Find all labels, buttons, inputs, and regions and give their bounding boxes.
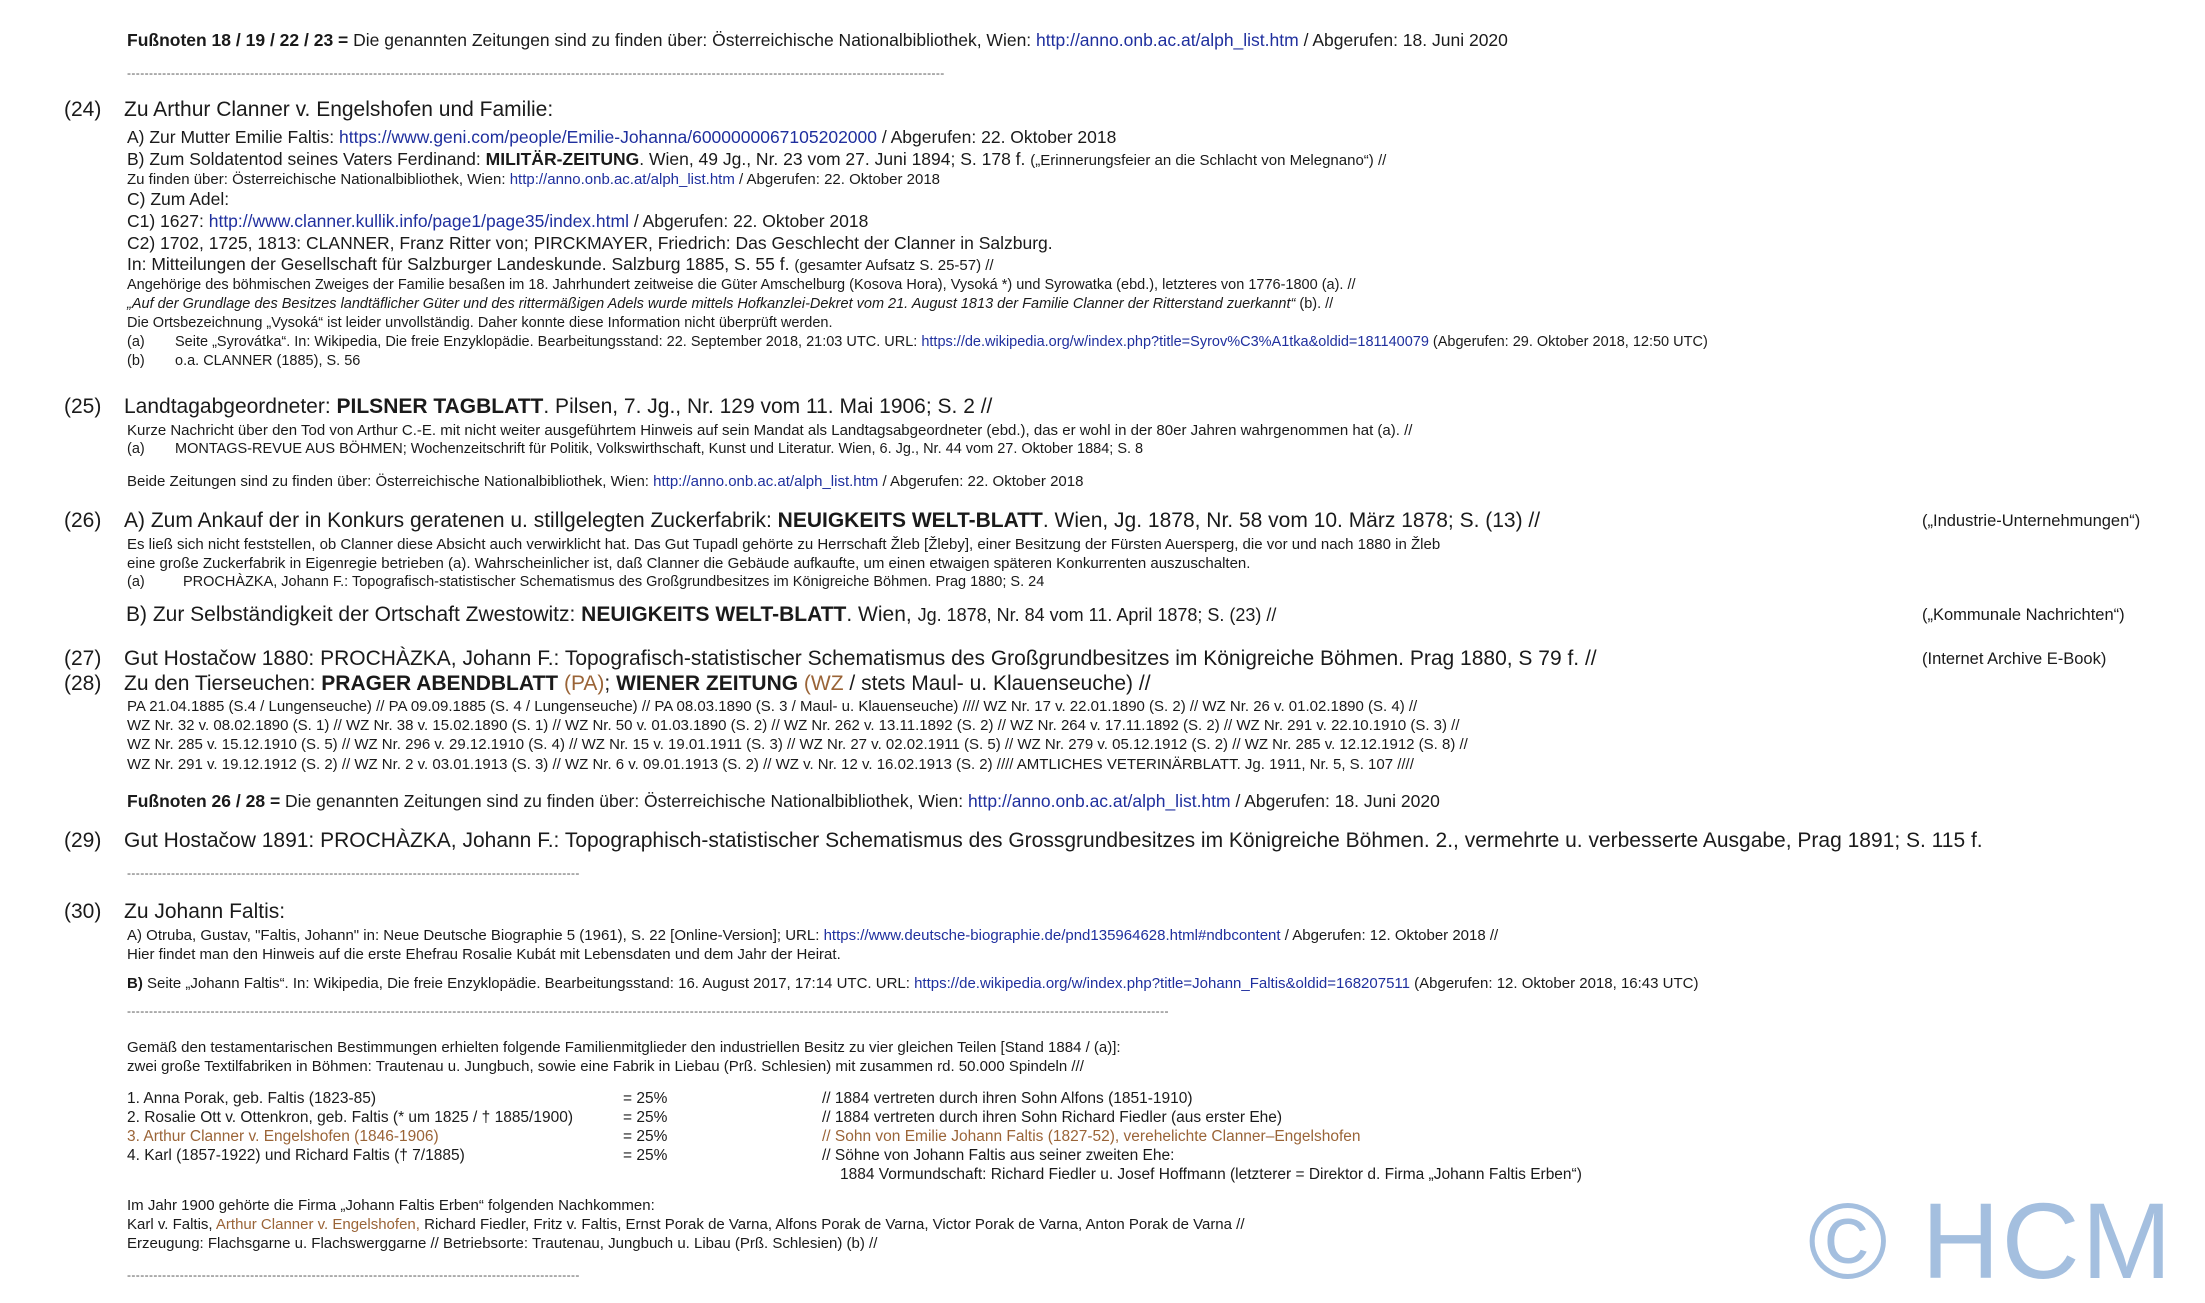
testament-intro: [127, 1038, 1121, 1076]
divider: ---------------------------------------------------------------------------------------------------------------------------------------------------------------------------------------------------------------------------------------------: [127, 1004, 1169, 1018]
heir-name: 2. Rosalie Ott v. Ottenkron, geb. Faltis (* um 1825 / † 1885/1900): [127, 1109, 574, 1126]
note-26-p1: Es ließ sich nicht feststellen, ob Clanner diese Absicht auch verwirklicht hat. Das Gut Tupadl gehörte zu Herrschaft Žleb [Žleby], einer Besitzung der Fürsten Auersperg, die vor und nach 1880 in Žleb: [127, 536, 1441, 553]
wikipedia-link[interactable]: https://de.wikipedia.org/w/index.php?title=Johann_Faltis&oldid=168207511: [914, 975, 1410, 992]
note-28-heading: Zu den Tierseuchen: PRAGER ABENDBLATT (PA); WIENER ZEITUNG (WZ / stets Maul- u. Klauenseuche) //: [124, 672, 1151, 695]
note-27-text: Gut Hostačow 1880: PROCHÀZKA, Johann F.: Topografisch-statistischer Schematismus des Großgrundbesitzes im Königreiche Böhmen. Prag 1880, S 79 f. //: [124, 647, 1597, 670]
heir-note: // 1884 vertreten durch ihren Sohn Alfons (1851-1910): [822, 1090, 1193, 1107]
neuigkeits-welt-blatt-title: NEUIGKEITS WELT-BLATT: [581, 603, 847, 626]
note-26-b-section: („Kommunale Nachrichten“): [1922, 606, 2125, 624]
note-30-body: [127, 926, 1498, 964]
deutsche-biographie-link[interactable]: https://www.deutsche-biographie.de/pnd135964628.html#ndbcontent: [823, 927, 1281, 944]
heir-share: = 25%: [623, 1109, 668, 1126]
anno-link[interactable]: http://anno.onb.ac.at/alph_list.htm: [1036, 30, 1299, 50]
note-24-c1: C1) 1627: http://www.clanner.kullik.info/page1/page35/index.html / Abgerufen: 22. Oktober 2018: [127, 210, 869, 231]
geni-link[interactable]: https://www.geni.com/people/Emilie-Johanna/6000000067105202000: [338, 127, 878, 147]
note-24-c2: C2) 1702, 1725, 1813: CLANNER, Franz Ritter von; PIRCKMAYER, Friedrich: Das Geschlecht der Clanner in Salzburg.: [127, 232, 1053, 253]
anno-link[interactable]: http://anno.onb.ac.at/alph_list.htm: [967, 791, 1231, 811]
copyright-watermark: © HCM: [1808, 1180, 2174, 1301]
footnote-18-text: Die genannten Zeitungen sind zu finden über: Österreichische Nationalbibliothek, Wien:: [353, 30, 1037, 50]
wikipedia-link[interactable]: https://de.wikipedia.org/w/index.php?title=Syrov%C3%A1tka&oldid=181140079: [921, 333, 1429, 350]
heirs-1900-intro: Im Jahr 1900 gehörte die Firma „Johann Faltis Erben“ folgenden Nachkommen:: [127, 1197, 655, 1214]
wiener-zeitung-title: WIENER ZEITUNG: [616, 672, 799, 695]
note-24-ref-a: (a) Seite „Syrovátka“. In: Wikipedia, Die freie Enzyklopädie. Bearbeitungsstand: 22. September 2018, 21:03 UTC. URL: https://de.wikipedia.org/w/index.php?title=Syrov%C3%A1tka&oldid=181140079 (Abgerufen: 29. Oktober 2018, 12:50 UTC): [127, 333, 1708, 350]
note-26-body: [127, 535, 1440, 592]
note-26-b-heading: B) Zur Selbständigkeit der Ortschaft Zwestowitz: NEUIGKEITS WELT-BLATT. Wien, Jg. 1878, Nr. 84 vom 11. April 1878; S. (23) //: [126, 603, 1277, 626]
footnote-18-line: [127, 30, 1508, 52]
note-30-a-note: Hier findet man den Hinweis auf die erste Ehefrau Rosalie Kubát mit Lebensdaten und dem Jahr der Heirat.: [127, 946, 841, 964]
neuigkeits-welt-blatt-title: NEUIGKEITS WELT-BLATT: [777, 509, 1043, 532]
heir-note: // 1884 vertreten durch ihren Sohn Richard Fiedler (aus erster Ehe): [822, 1109, 1283, 1126]
heir-note: // Söhne von Johann Faltis aus seiner zweiten Ehe:: [822, 1147, 1175, 1164]
note-24-p2: „Auf der Grundlage des Besitzes landtäflicher Güter und des rittermäßigen Adels wurde mittels Hofkanzlei-Dekret vom 21. August 1813 der Familie Clanner der Ritterstand zuerkannt“ (b). //: [127, 295, 1334, 312]
note-30-b: B) Seite „Johann Faltis“. In: Wikipedia, Die freie Enzyklopädie. Bearbeitungsstand: 16. August 2017, 17:14 UTC. URL: https://de.wikipedia.org/w/index.php?title=Johann_Faltis&oldid=168207511 (Abgerufen: 12. Oktober 2018, 16:43 UTC): [127, 975, 1699, 992]
note-24-c: C) Zum Adel:: [127, 189, 230, 210]
note-29-text: Gut Hostačow 1891: PROCHÀZKA, Johann F.: Topographisch-statistischer Schematismus des Grossgrundbesitzes im Königreiche Böhmen. 2., vermehrte u. verbesserte Ausgabe, Prag 1891; S. 115 f.: [124, 829, 1983, 852]
note-28-line-3: WZ Nr. 285 v. 15.12.1910 (S. 5) // WZ Nr. 296 v. 29.12.1910 (S. 4) // WZ Nr. 15 v. 19.01.1911 (S. 3) // WZ Nr. 27 v. 02.02.1911 (S. 5) // WZ Nr. 279 v. 05.12.1912 (S. 2) // WZ Nr. 285 v. 12.12.1912 (S. 8) //: [127, 736, 1468, 754]
heir-name: 4. Karl (1857-1922) und Richard Faltis († 7/1885): [127, 1147, 465, 1164]
divider: -------------------------------------------------------------------------------------------------------: [127, 1268, 580, 1282]
note-24-p3: Die Ortsbezeichnung „Vysoká“ ist leider unvollständig. Daher konnte diese Information nicht überprüft werden.: [127, 314, 833, 331]
note-30-a: A) Otruba, Gustav, "Faltis, Johann" in: Neue Deutsche Biographie 5 (1961), S. 22 [Online-Version]; URL: https://www.deutsche-biographie.de/pnd135964628.html#ndbcontent / Abgerufen: 12. Oktober 2018 //: [127, 927, 1499, 944]
heir-guardian-note: 1884 Vormundschaft: Richard Fiedler u. Josef Hoffmann (letzterer = Direktor d. Firma „Johann Faltis Erben“): [840, 1166, 1582, 1183]
clanner-link[interactable]: http://www.clanner.kullik.info/page1/page35/index.html: [208, 210, 629, 231]
note-24-b: B) Zum Soldatentod seines Vaters Ferdinand: MILITÄR-ZEITUNG. Wien, 49 Jg., Nr. 23 vom 27. Juni 1894; S. 178 f. („Erinnerungsfeier an die Schlacht von Melegnano“) //: [127, 148, 1387, 169]
footnote-18-label: Fußnoten 18 / 19 / 22 / 23 =: [127, 30, 354, 50]
note-24-ref-b: (b) o.a. CLANNER (1885), S. 56: [127, 352, 361, 369]
footnote-26-line: Fußnoten 26 / 28 = Die genannten Zeitungen sind zu finden über: Österreichische Nationalbibliothek, Wien: http://anno.onb.ac.at/alph_list.htm / Abgerufen: 18. Juni 2020: [127, 791, 1440, 811]
note-24-p1: Angehörige des böhmischen Zweiges der Familie besaßen im 18. Jahrhundert zeitweise die Güter Amschelburg (Kosova Hora), Vysoká *) und Syrowatka (ebd.), letzteres von 1776-1800 (a). //: [127, 276, 1356, 293]
note-number-29: (29): [64, 829, 102, 852]
note-number-26: (26): [64, 509, 102, 532]
note-28-line-4: WZ Nr. 291 v. 19.12.1912 (S. 2) // WZ Nr. 2 v. 03.01.1913 (S. 3) // WZ Nr. 6 v. 09.01.1913 (S. 2) // WZ v. Nr. 12 v. 16.02.1913 (S. 2) //// AMTLICHES VETERINÄRBLATT. Jg. 1911, Nr. 5, S. 107 ////: [127, 755, 1414, 773]
footnote-26-label: Fußnoten 26 / 28 =: [127, 791, 286, 811]
note-25-heading: Landtagabgeordneter: PILSNER TAGBLATT. Pilsen, 7. Jg., Nr. 129 vom 11. Mai 1906; S. 2 //: [124, 395, 993, 418]
note-26-a-section: („Industrie-Unternehmungen“): [1922, 512, 2141, 530]
note-number-27: (27): [64, 647, 102, 670]
heirs-1900: [127, 1196, 1245, 1254]
heirs-1900-production: Erzeugung: Flachsgarne u. Flachswerggarne // Betriebsorte: Trautenau, Jungbuch u. Libau (Prß. Schlesien) (b) //: [127, 1235, 878, 1253]
pilsner-tagblatt-title: PILSNER TAGBLATT: [336, 395, 544, 418]
note-number-30: (30): [64, 900, 102, 923]
note-number-28: (28): [64, 672, 102, 695]
testament-intro-1: Gemäß den testamentarischen Bestimmungen erhielten folgende Familienmitglieder den industriellen Besitz zu vier gleichen Teilen [Stand 1884 / (a)]:: [127, 1039, 1121, 1056]
divider: -------------------------------------------------------------------------------------------------------: [127, 866, 580, 880]
note-27-source: (Internet Archive E-Book): [1922, 650, 2107, 668]
note-25-p1: Kurze Nachricht über den Tod von Arthur C.-E. mit nicht weiter ausgeführtem Hinweis auf sein Mandat als Landtagsabgeordneter (ebd.), das er wohl in der 80er Jahren wahrgenommen hat (a). //: [127, 422, 1413, 439]
testament-intro-2: zwei große Textilfabriken in Böhmen: Trautenau u. Jungbuch, sowie eine Fabrik in Liebau (Prß. Schlesien) mit zusammen rd. 50.000 Spindeln ///: [127, 1058, 1084, 1076]
note-24-body: [127, 127, 1708, 371]
note-30-heading: Zu Johann Faltis:: [124, 900, 286, 923]
note-number-25: (25): [64, 395, 102, 418]
anno-link[interactable]: http://anno.onb.ac.at/alph_list.htm: [653, 473, 879, 490]
note-26-p2: eine große Zuckerfabrik in Eigenregie betrieben (a). Wahrscheinlicher ist, daß Clanner die Gebäude aufkaufte, um einen etwaigen späteren Konkurrenten auszuschalten.: [127, 555, 1251, 573]
prager-abendblatt-title: PRAGER ABENDBLATT: [321, 672, 559, 695]
heir-share: = 25%: [623, 1128, 668, 1145]
note-25-body: [127, 421, 1412, 459]
anno-link[interactable]: http://anno.onb.ac.at/alph_list.htm: [509, 171, 735, 189]
note-26-ref-a: (a) PROCHÀZKA, Johann F.: Topografisch-statistischer Schematismus des Großgrundbesitzes im Königreiche Böhmen. Prag 1880; S. 24: [127, 574, 1045, 591]
note-24-heading: Zu Arthur Clanner v. Engelshofen und Familie:: [124, 98, 554, 121]
note-26-a-heading: A) Zum Ankauf der in Konkurs geratenen u. stillgelegten Zuckerfabrik: NEUIGKEITS WELT-BLATT. Wien, Jg. 1878, Nr. 58 vom 10. März 1878; S. (13) //: [124, 509, 1541, 532]
heir-share: = 25%: [623, 1147, 668, 1164]
divider: ------------------------------------------------------------------------------------------------------------------------------------------------------------------------------------------: [127, 66, 945, 80]
heirs-1900-names: Karl v. Faltis, Arthur Clanner v. Engelshofen, Richard Fiedler, Fritz v. Faltis, Ernst Porak de Varna, Alfons Porak de Varna, Victor Porak de Varna, Anton Porak de Varna //: [127, 1216, 1245, 1234]
note-28-body: [127, 697, 1468, 774]
heir-name: 3. Arthur Clanner v. Engelshofen (1846-1906): [127, 1128, 439, 1145]
footnote-18-tail: / Abgerufen: 18. Juni 2020: [1298, 30, 1508, 50]
note-25-both: Beide Zeitungen sind zu finden über: Österreichische Nationalbibliothek, Wien: http://anno.onb.ac.at/alph_list.htm / Abgerufen: 22. Oktober 2018: [127, 473, 1084, 490]
heir-name: 1. Anna Porak, geb. Faltis (1823-85): [127, 1090, 377, 1107]
note-28-line-2: WZ Nr. 32 v. 08.02.1890 (S. 1) // WZ Nr. 38 v. 15.02.1890 (S. 1) // WZ Nr. 50 v. 01.03.1890 (S. 2) // WZ Nr. 262 v. 13.11.1892 (S. 2) // WZ Nr. 264 v. 17.11.1892 (S. 2) // WZ Nr. 291 v. 22.10.1910 (S. 3) //: [127, 717, 1460, 735]
note-25-ref-a: (a) MONTAGS-REVUE AUS BÖHMEN; Wochenzeitschrift für Politik, Volkswirthschaft, Kunst und Literatur. Wien, 6. Jg., Nr. 44 vom 27. Oktober 1884; S. 8: [127, 441, 1144, 458]
note-number-24: (24): [64, 98, 102, 121]
heir-note: // Sohn von Emilie Johann Faltis (1827-52), verehelichte Clanner–Engelshofen: [822, 1128, 1361, 1145]
heir-share: = 25%: [623, 1090, 668, 1107]
note-28-line-1: PA 21.04.1885 (S.4 / Lungenseuche) // PA 09.09.1885 (S. 4 / Lungenseuche) // PA 08.03.1890 (S. 3 / Maul- u. Klauenseuche) //// WZ Nr. 17 v. 22.01.1890 (S. 2) // WZ Nr. 26 v. 01.02.1890 (S. 4) //: [127, 698, 1418, 715]
note-24-a: A) Zur Mutter Emilie Faltis: https://www.geni.com/people/Emilie-Johanna/6000000067105202000 / Abgerufen: 22. Oktober 2018: [127, 127, 1117, 147]
note-24-find: Zu finden über: Österreichische Nationalbibliothek, Wien: http://anno.onb.ac.at/alph_list.htm / Abgerufen: 22. Oktober 2018: [127, 171, 941, 189]
note-24-in: In: Mitteilungen der Gesellschaft für Salzburger Landeskunde. Salzburg 1885, S. 55 f. (gesamter Aufsatz S. 25-57) //: [127, 254, 994, 275]
militaer-zeitung-title: MILITÄR-ZEITUNG: [485, 148, 640, 169]
